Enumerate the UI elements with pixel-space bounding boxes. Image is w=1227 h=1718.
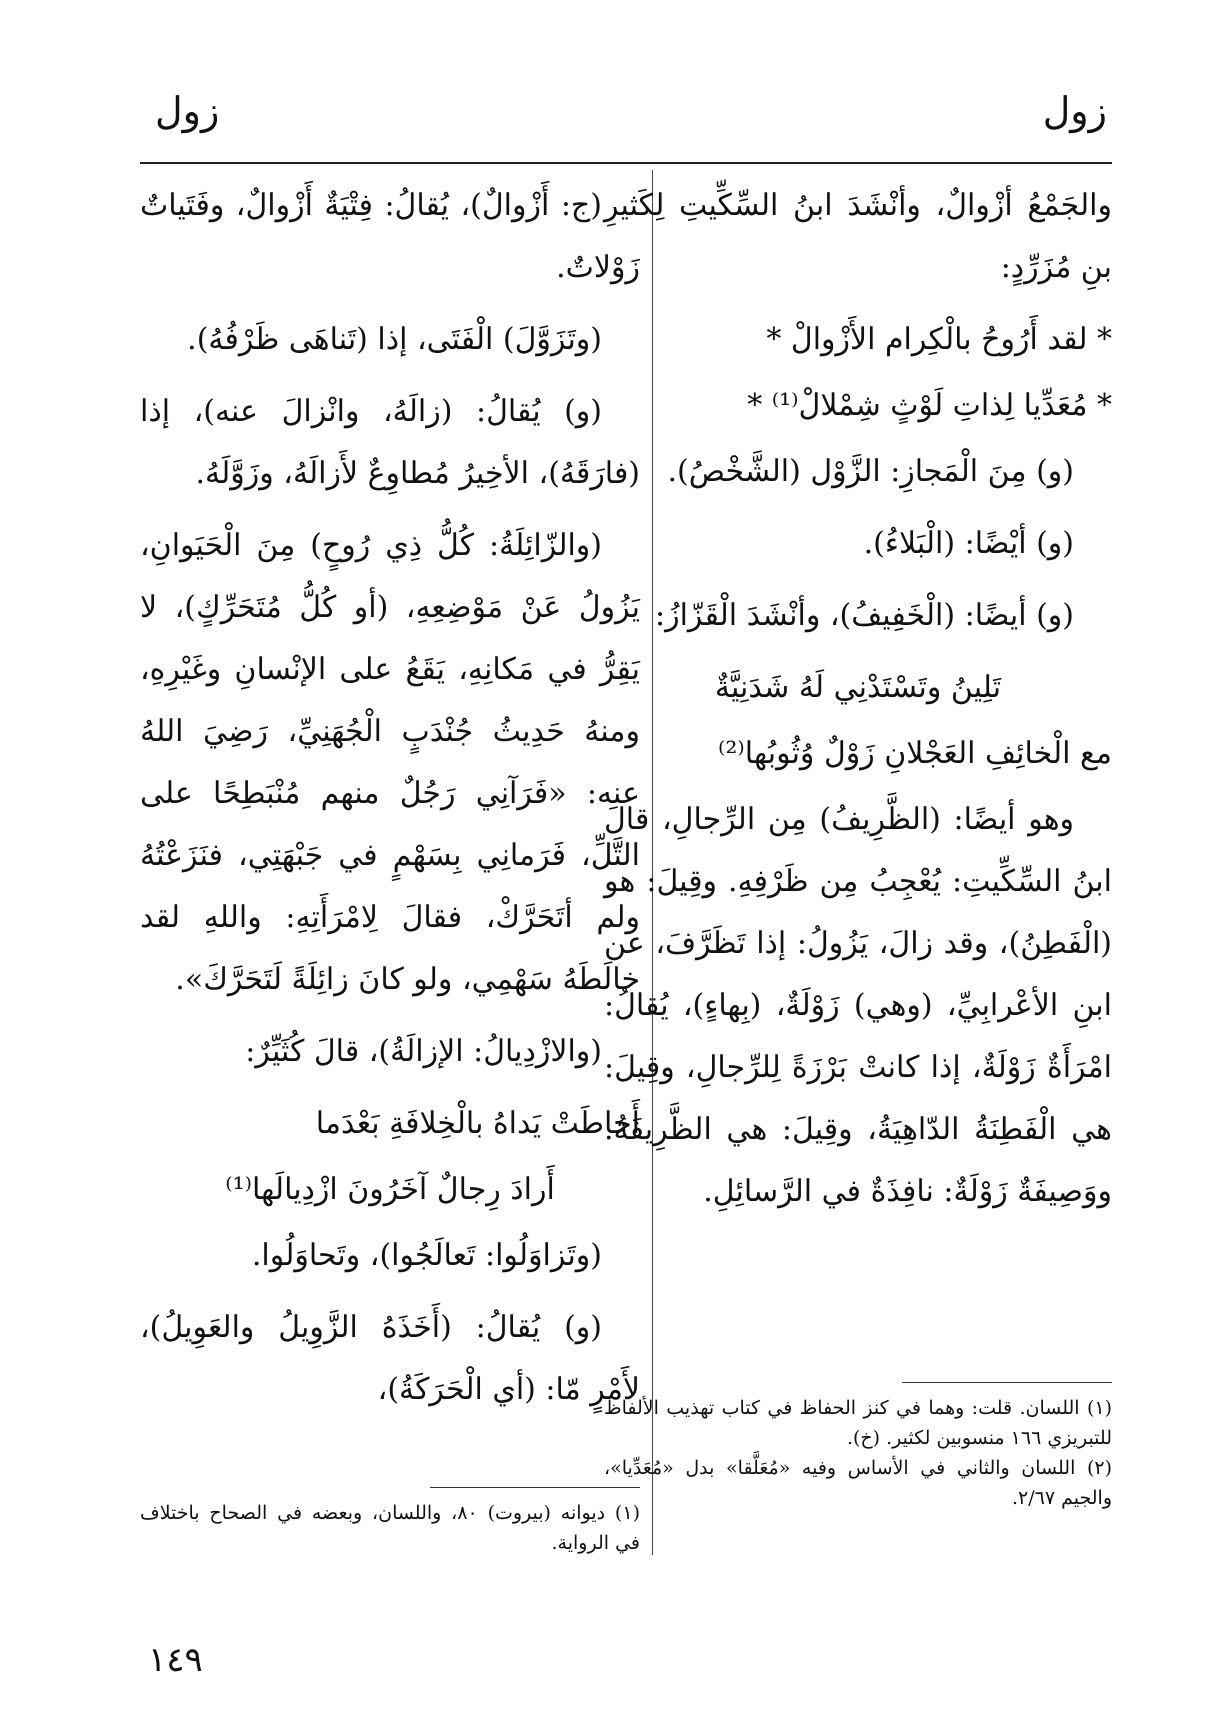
entry-paragraph: (ج: أَزْوالٌ)، يُقالُ: فِتْيَةٌ أَزْوالٌ، وفَتَياتٌ زَوْلاتٌ. — [140, 188, 640, 285]
running-head-left: زول — [155, 89, 220, 133]
page-number: ١٤٩ — [148, 1640, 203, 1680]
entry-paragraph: والجَمْعُ أزْوالٌ، وأنْشَدَ ابنُ السِّكِّيتِ لِكَثيرِ بنِ مُزَرِّدٍ: — [604, 188, 1112, 285]
entry-paragraph: (والازْدِيالُ: الإزالَةُ)، قالَ كُثَيِّرٌ: — [245, 1034, 602, 1069]
entry-paragraph: وهو أيضًا: (الظَّرِيفُ) مِن الرِّجالِ، قالَ ابنُ السِّكِّيتِ: يُعْجِبُ مِن ظَرْفِهِ. وقِيلَ: هو (الْفَطِنُ)، وقد زالَ، يَزُولُ: إذا تَظَرَّفَ، عن ابنِ الأعْرابِيِّ، (وهي) زَوْلَةٌ، (بِهاءٍ)، يُقالُ: امْرَأَةٌ زَوْلَةٌ، إذا كانتْ بَرْزَةً لِلرِّجالِ، وقِيلَ: هي الْفَطِنَةُ الدّاهِيَةُ، وقِيلَ: هي الظَّرِيفَةُ. ووَصِيفَةٌ زَوْلَةٌ: نافِذَةٌ في الرَّسائِلِ. — [604, 802, 1112, 1209]
verse-line: تَلِينُ وتَسْتَدْنِي لَهُ شَدَنِيَّةٌ — [714, 670, 1002, 705]
right-footnotes — [604, 1360, 1112, 1513]
verse-line: * لقد أَرُوحُ بالْكِرام الأَزْوالْ * — [766, 322, 1112, 357]
entry-paragraph: (وتَزاوَلُوا: تَعالَجُوا)، وتَحاوَلُوا. — [251, 1238, 602, 1273]
verse-line: مع الْخائِفِ العَجْلانِ زَوْلٌ وُثُوبُها⁽²⁾ — [717, 736, 1112, 771]
running-head-right: زول — [1042, 89, 1107, 133]
verse-line: أَحاطَتْ يَداهُ بالْخِلافَةِ بَعْدَما — [315, 1106, 640, 1141]
footnote: (١) اللسان. قلت: وهما في كنز الحفاظ في كتاب تهذيب الألفاظ للتبريزي ١٦٦ منسوبين لكثير. (خ). — [604, 1397, 1112, 1449]
entry-paragraph: (و) أيْضًا: (الْبَلاءُ). — [863, 526, 1074, 561]
left-footnotes — [140, 1465, 640, 1558]
header-rule — [140, 162, 1112, 164]
entry-paragraph: (و) أيضًا: (الْخَفِيفُ)، وأنْشَدَ الْقَزّازُ: — [654, 598, 1074, 633]
footnote-rule — [902, 1382, 1112, 1383]
footnote: (٢) اللسان والثاني في الأساس وفيه «مُعَلَّقا» بدل «مُعَدِّيا»، والجيم ٢/٦٧. — [604, 1457, 1112, 1509]
verse-line: أَرادَ رِجالٌ آخَرُونَ ازْدِيالَها⁽¹⁾ — [225, 1172, 555, 1207]
entry-paragraph: (والزّائِلَةُ: كُلُّ ذِي رُوحٍ) مِنَ الْحَيَوانِ، يَزُولُ عَنْ مَوْضِعِهِ، (أو كُلُّ مُتَحَرِّكٍ)، لا يَقِرُّ في مَكانِهِ، يَقَعُ على الإنْسانِ وغَيْرِهِ، ومنهُ حَدِيثُ جُنْدَبٍ الْجُهَنِيِّ، رَضِيَ اللهُ عنه: «فَرَآنِي رَجُلٌ منهم مُنْبَطِحًا على التَّلِّ، فَرَمانِي بِسَهْمٍ في جَبْهَتِي، فنَزَعْتُهُ ولم أتَحَرَّكْ، فقالَ لِامْرَأَتِهِ: واللهِ لقد خالَطَهُ سَهْمِي، ولو كانَ زائِلَةً لَتَحَرَّكَ». — [140, 528, 640, 997]
entry-paragraph: (وتَزَوَّلَ) الْفَتَى، إذا (تَناهَى ظَرْفُهُ). — [187, 322, 602, 357]
entry-paragraph: (و) يُقالُ: (أَخَذَهُ الزَّوِيلُ والعَوِيلُ)، لأَمْرٍ مّا: (أي الْحَرَكَةُ)، — [140, 1310, 640, 1407]
entry-paragraph: (و) مِنَ الْمَجازِ: الزَّوْل (الشَّخْصُ). — [667, 454, 1074, 489]
footnote-rule — [430, 1487, 640, 1488]
entry-paragraph: (و) يُقالُ: (زالَهُ، وانْزالَ عنه)، إذا (فارَقَهُ)، الأخِيرُ مُطاوِعٌ لأَزالَهُ، وزَوَّلَهُ. — [140, 394, 640, 491]
left-column — [140, 175, 640, 1431]
footnote: (١) ديوانه (بيروت) ٨٠، واللسان، وبعضه في الصحاح باختلاف في الرواية. — [140, 1502, 640, 1554]
right-column — [604, 175, 1112, 1233]
verse-line: * مُعَدِّيا لِذاتِ لَوْثٍ شِمْلالْ⁽¹⁾ * — [747, 388, 1112, 423]
